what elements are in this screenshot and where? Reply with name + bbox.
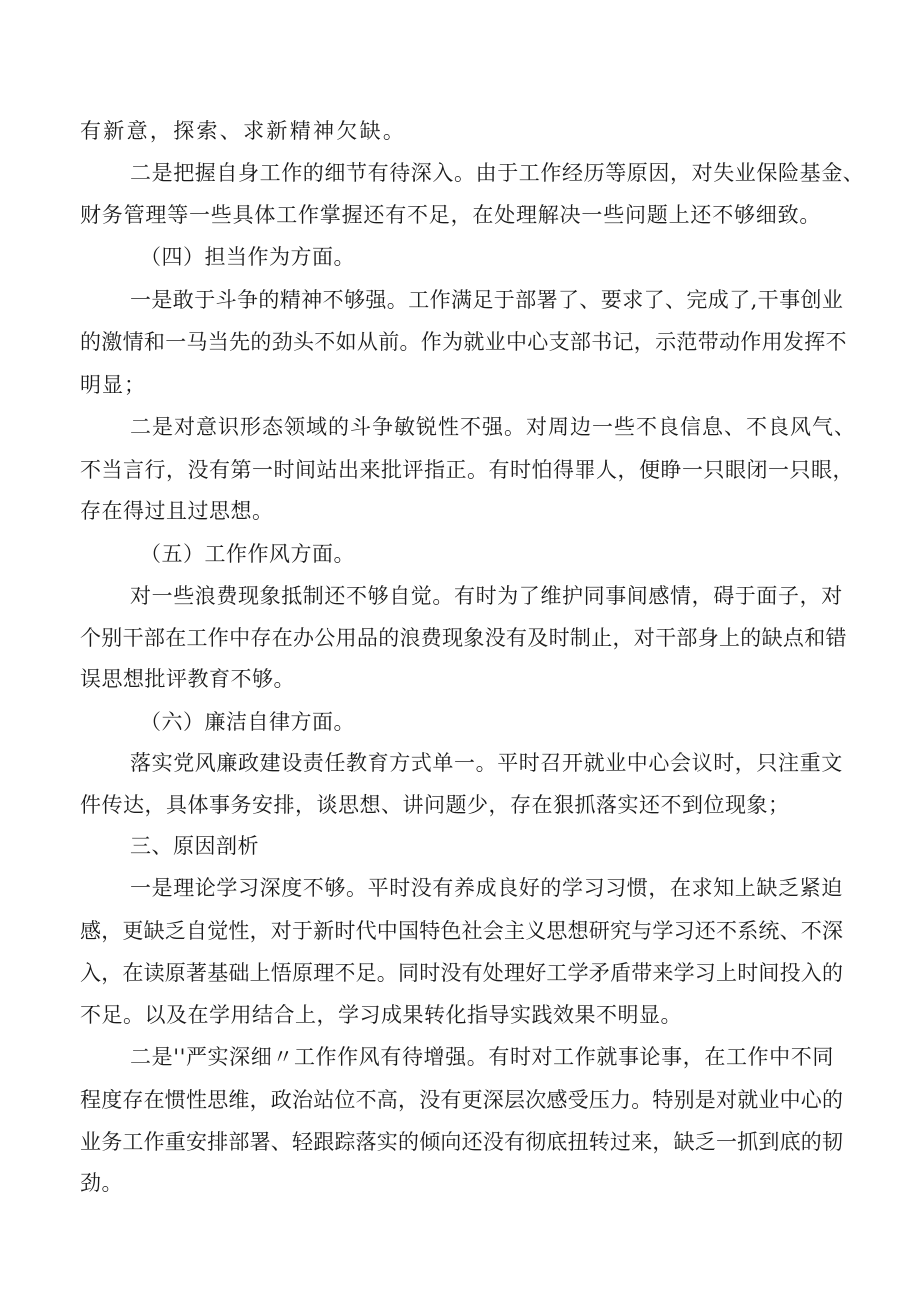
- paragraph-line: 误思想批评教育不够。: [80, 667, 295, 691]
- section-heading: （四）担当作为方面。: [140, 245, 355, 269]
- paragraph-line: 明显；: [80, 373, 146, 397]
- paragraph-line: 件传达，具体事务安排，谈思想、讲问题少，存在狠抓落实还不到位现象；: [80, 793, 790, 817]
- paragraph-line: 有新意，探索、求新精神欠缺。: [80, 119, 407, 143]
- paragraph-line: 程度存在惯性思维，政治站位不高，没有更深层次感受压力。特别是对就业中心的: [80, 1088, 844, 1112]
- section-heading: 三、原因剖析: [130, 834, 259, 858]
- paragraph-line: 财务管理等一些具体工作掌握还有不足，在处理解决一些问题上还不够细致。: [80, 203, 822, 227]
- paragraph-line: 二是把握自身工作的细节有待深入。由于工作经历等原因，对失业保险基金、: [130, 161, 865, 185]
- paragraph-line: 一是敢于斗争的精神不够强。工作满足于部署了、要求了、完成了,干事创业: [130, 288, 844, 312]
- section-heading: （五）工作作风方面。: [140, 542, 355, 566]
- paragraph-line: 个别干部在工作中存在办公用品的浪费现象没有及时制止，对干部身上的缺点和错: [80, 626, 847, 650]
- paragraph-line: 感，更缺乏自觉性，对于新时代中国特色社会主义思想研究与学习还不系统、不深: [80, 919, 844, 943]
- paragraph-line: 一是理论学习深度不够。平时没有养成良好的学习习惯，在求知上缺乏紧迫: [130, 876, 843, 900]
- paragraph-line: 存在得过且过思想。: [80, 499, 274, 523]
- paragraph-line: 劲。: [80, 1171, 123, 1195]
- paragraph-line: 对一些浪费现象抵制还不够自觉。有时为了维护同事间感情，碍于面子，对: [130, 584, 843, 608]
- paragraph-line: 的激情和一马当先的劲头不如从前。作为就业中心支部书记，示范带动作用发挥不: [80, 330, 847, 354]
- paragraph-line: 入，在读原著基础上悟原理不足。同时没有处理好工学矛盾带来学习上时间投入的: [80, 961, 844, 985]
- section-heading: （六）廉洁自律方面。: [140, 710, 355, 734]
- paragraph-line: 二是对意识形态领域的斗争敏锐性不强。对周边一些不良信息、不良风气、: [130, 415, 856, 439]
- paragraph-line: 落实党风廉政建设责任教育方式单一。平时召开就业中心会议时，只注重文: [130, 751, 843, 775]
- paragraph-line: 不足。以及在学用结合上，学习成果转化指导实践效果不明显。: [80, 1003, 682, 1027]
- paragraph-line: 业务工作重安排部署、轻跟踪落实的倾向还没有彻底扭转过来，缺乏一抓到底的韧: [80, 1130, 844, 1154]
- paragraph-line: 二是''严实深细〃工作作风有待增强。有时对工作就事论事，在工作中不同: [130, 1045, 834, 1069]
- paragraph-line: 不当言行，没有第一时间站出来批评指正。有时怕得罪人，便睁一只眼闭一只眼，: [80, 458, 854, 482]
